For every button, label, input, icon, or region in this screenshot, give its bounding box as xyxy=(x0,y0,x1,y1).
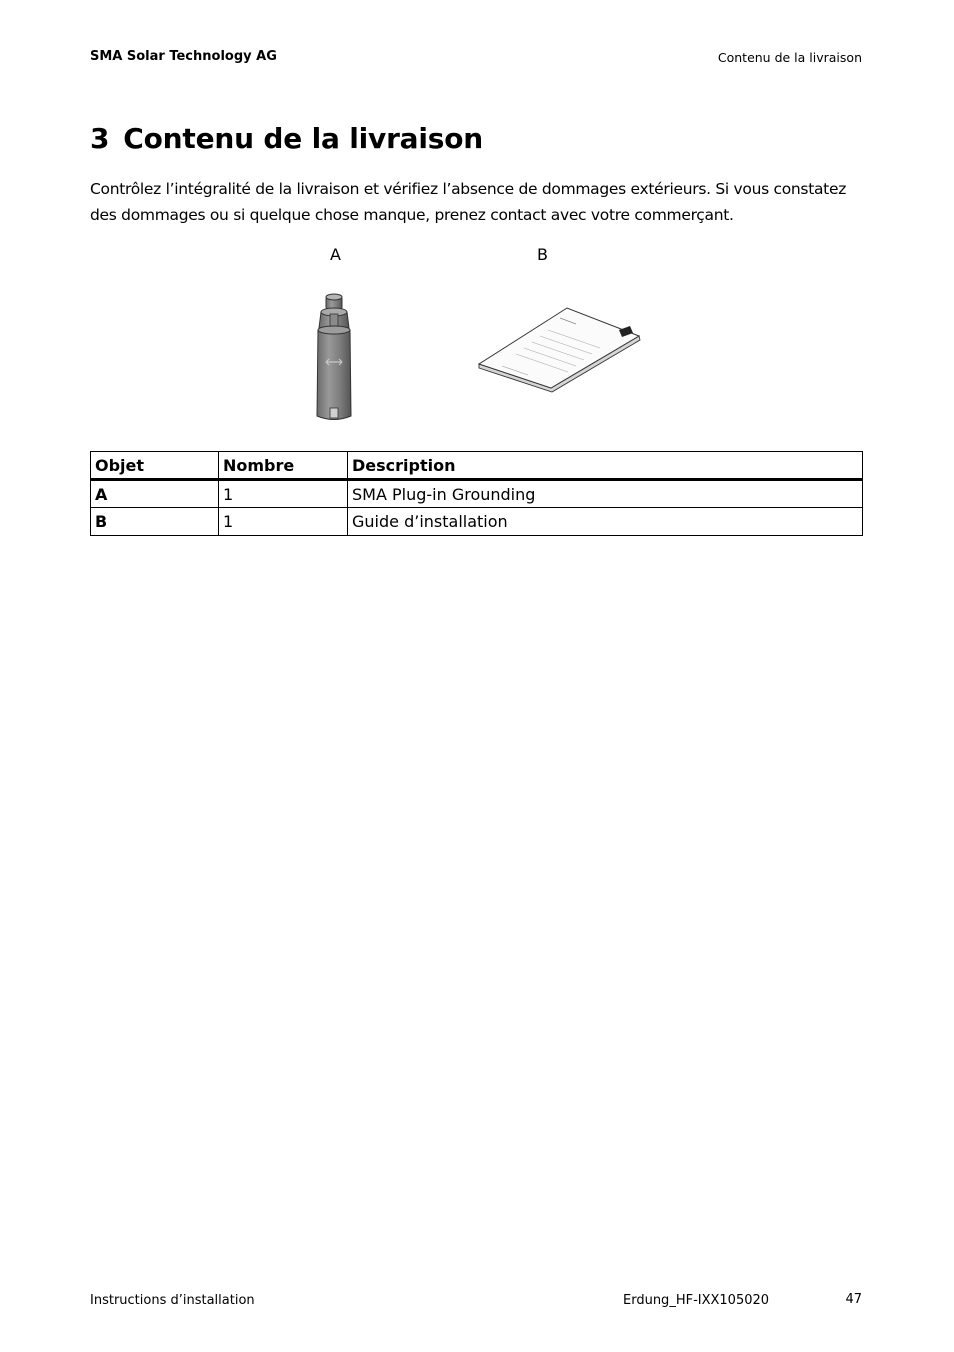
header-company: SMA Solar Technology AG xyxy=(90,49,277,64)
cell-description: SMA Plug-in Grounding xyxy=(348,480,863,508)
intro-paragraph: Contrôlez l’intégralité de la livraison et vérifiez l’absence de dommages extérieurs. Si vous constatez des dommages ou si quelque chose manque, prenez contact avec votre commerçant. xyxy=(90,180,847,224)
section-number: 3 xyxy=(90,122,110,155)
footer-document-code: Erdung_HF-IXX105020 xyxy=(623,1293,770,1308)
column-header-nombre: Nombre xyxy=(219,452,348,480)
header-section-title: Contenu de la livraison xyxy=(717,50,862,65)
section-heading xyxy=(90,122,483,155)
plug-in-grounding-illustration xyxy=(305,292,365,427)
cell-nombre: 1 xyxy=(219,480,348,508)
cell-objet: B xyxy=(91,508,219,536)
section-title: Contenu de la livraison xyxy=(123,122,484,155)
footer-page-number: 47 xyxy=(845,1292,862,1307)
installation-guide-illustration xyxy=(472,300,647,395)
cell-objet: A xyxy=(91,480,219,508)
column-header-objet: Objet xyxy=(91,452,219,480)
footer-document-type: Instructions d’installation xyxy=(90,1293,255,1308)
column-header-description: Description xyxy=(348,452,863,480)
figure-label-a: A xyxy=(330,245,341,264)
table-row xyxy=(91,508,863,536)
delivery-contents-table xyxy=(90,451,863,536)
table-row xyxy=(91,480,863,508)
figure-label-b: B xyxy=(537,245,548,264)
table-header-row xyxy=(91,452,863,480)
cell-nombre: 1 xyxy=(219,508,348,536)
cell-description: Guide d’installation xyxy=(348,508,863,536)
